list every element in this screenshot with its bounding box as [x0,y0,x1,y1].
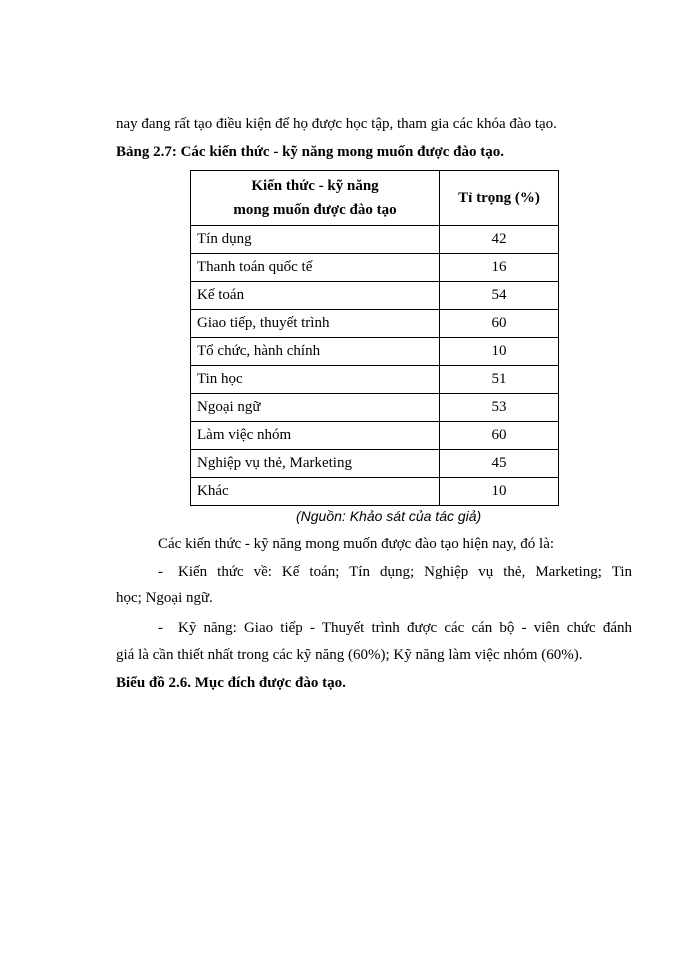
intro-paragraph: Các kiến thức - kỹ năng mong muốn được đào tạo hiện nay, đó là: [158,536,555,552]
bullet-1-line2: học; Ngoại ngữ. [116,590,213,606]
row-value: 10 [440,478,559,506]
table-row [191,254,559,282]
header-ratio: Tỉ trọng (%) [440,171,559,226]
bullet-marker: - [158,564,163,580]
row-value: 16 [440,254,559,282]
row-value: 42 [440,226,559,254]
table-row [191,282,559,310]
training-skills-table [190,170,559,506]
row-label: Giao tiếp, thuyết trình [191,310,440,338]
chart-caption: Biểu đồ 2.6. Mục đích được đào tạo. [116,675,346,691]
row-label: Làm việc nhóm [191,422,440,450]
row-label: Thanh toán quốc tế [191,254,440,282]
table-header-row [191,171,559,226]
table-row [191,450,559,478]
row-label: Khác [191,478,440,506]
table-row [191,310,559,338]
row-label: Ngoại ngữ [191,394,440,422]
row-label: Tổ chức, hành chính [191,338,440,366]
bullet-2-line2: giá là cần thiết nhất trong các kỹ năng (60%); Kỹ năng làm việc nhóm (60%). [116,647,583,663]
row-value: 51 [440,366,559,394]
table-caption: Bảng 2.7: Các kiến thức - kỹ năng mong muốn được đào tạo. [116,144,505,160]
bullet-1-line1: Kiến thức về: Kế toán; Tín dụng; Nghiệp vụ thẻ, Marketing; Tin [178,564,632,580]
row-label: Nghiệp vụ thẻ, Marketing [191,450,440,478]
row-value: 60 [440,422,559,450]
bullet-1 [158,562,632,582]
row-label: Tin học [191,366,440,394]
row-label: Tín dụng [191,226,440,254]
bullet-2-line1: Kỹ năng: Giao tiếp - Thuyết trình được các cán bộ - viên chức đánh [178,620,632,636]
table-row [191,226,559,254]
row-value: 45 [440,450,559,478]
table-row [191,366,559,394]
row-value: 60 [440,310,559,338]
row-value: 54 [440,282,559,310]
body-paragraph-top: nay đang rất tạo điều kiện để họ được học tập, tham gia các khóa đào tạo. [116,116,557,132]
row-value: 53 [440,394,559,422]
header-skill [191,171,440,226]
row-value: 10 [440,338,559,366]
source-note: (Nguồn: Khảo sát của tác giả) [296,508,482,524]
bullet-2 [158,618,632,638]
header-skill-line2: mong muốn được đào tạo [233,202,397,218]
table-row [191,338,559,366]
header-skill-line1: Kiến thức - kỹ năng [251,178,379,194]
table-row [191,478,559,506]
row-label: Kế toán [191,282,440,310]
bullet-marker: - [158,620,163,636]
table-row [191,394,559,422]
table-row [191,422,559,450]
